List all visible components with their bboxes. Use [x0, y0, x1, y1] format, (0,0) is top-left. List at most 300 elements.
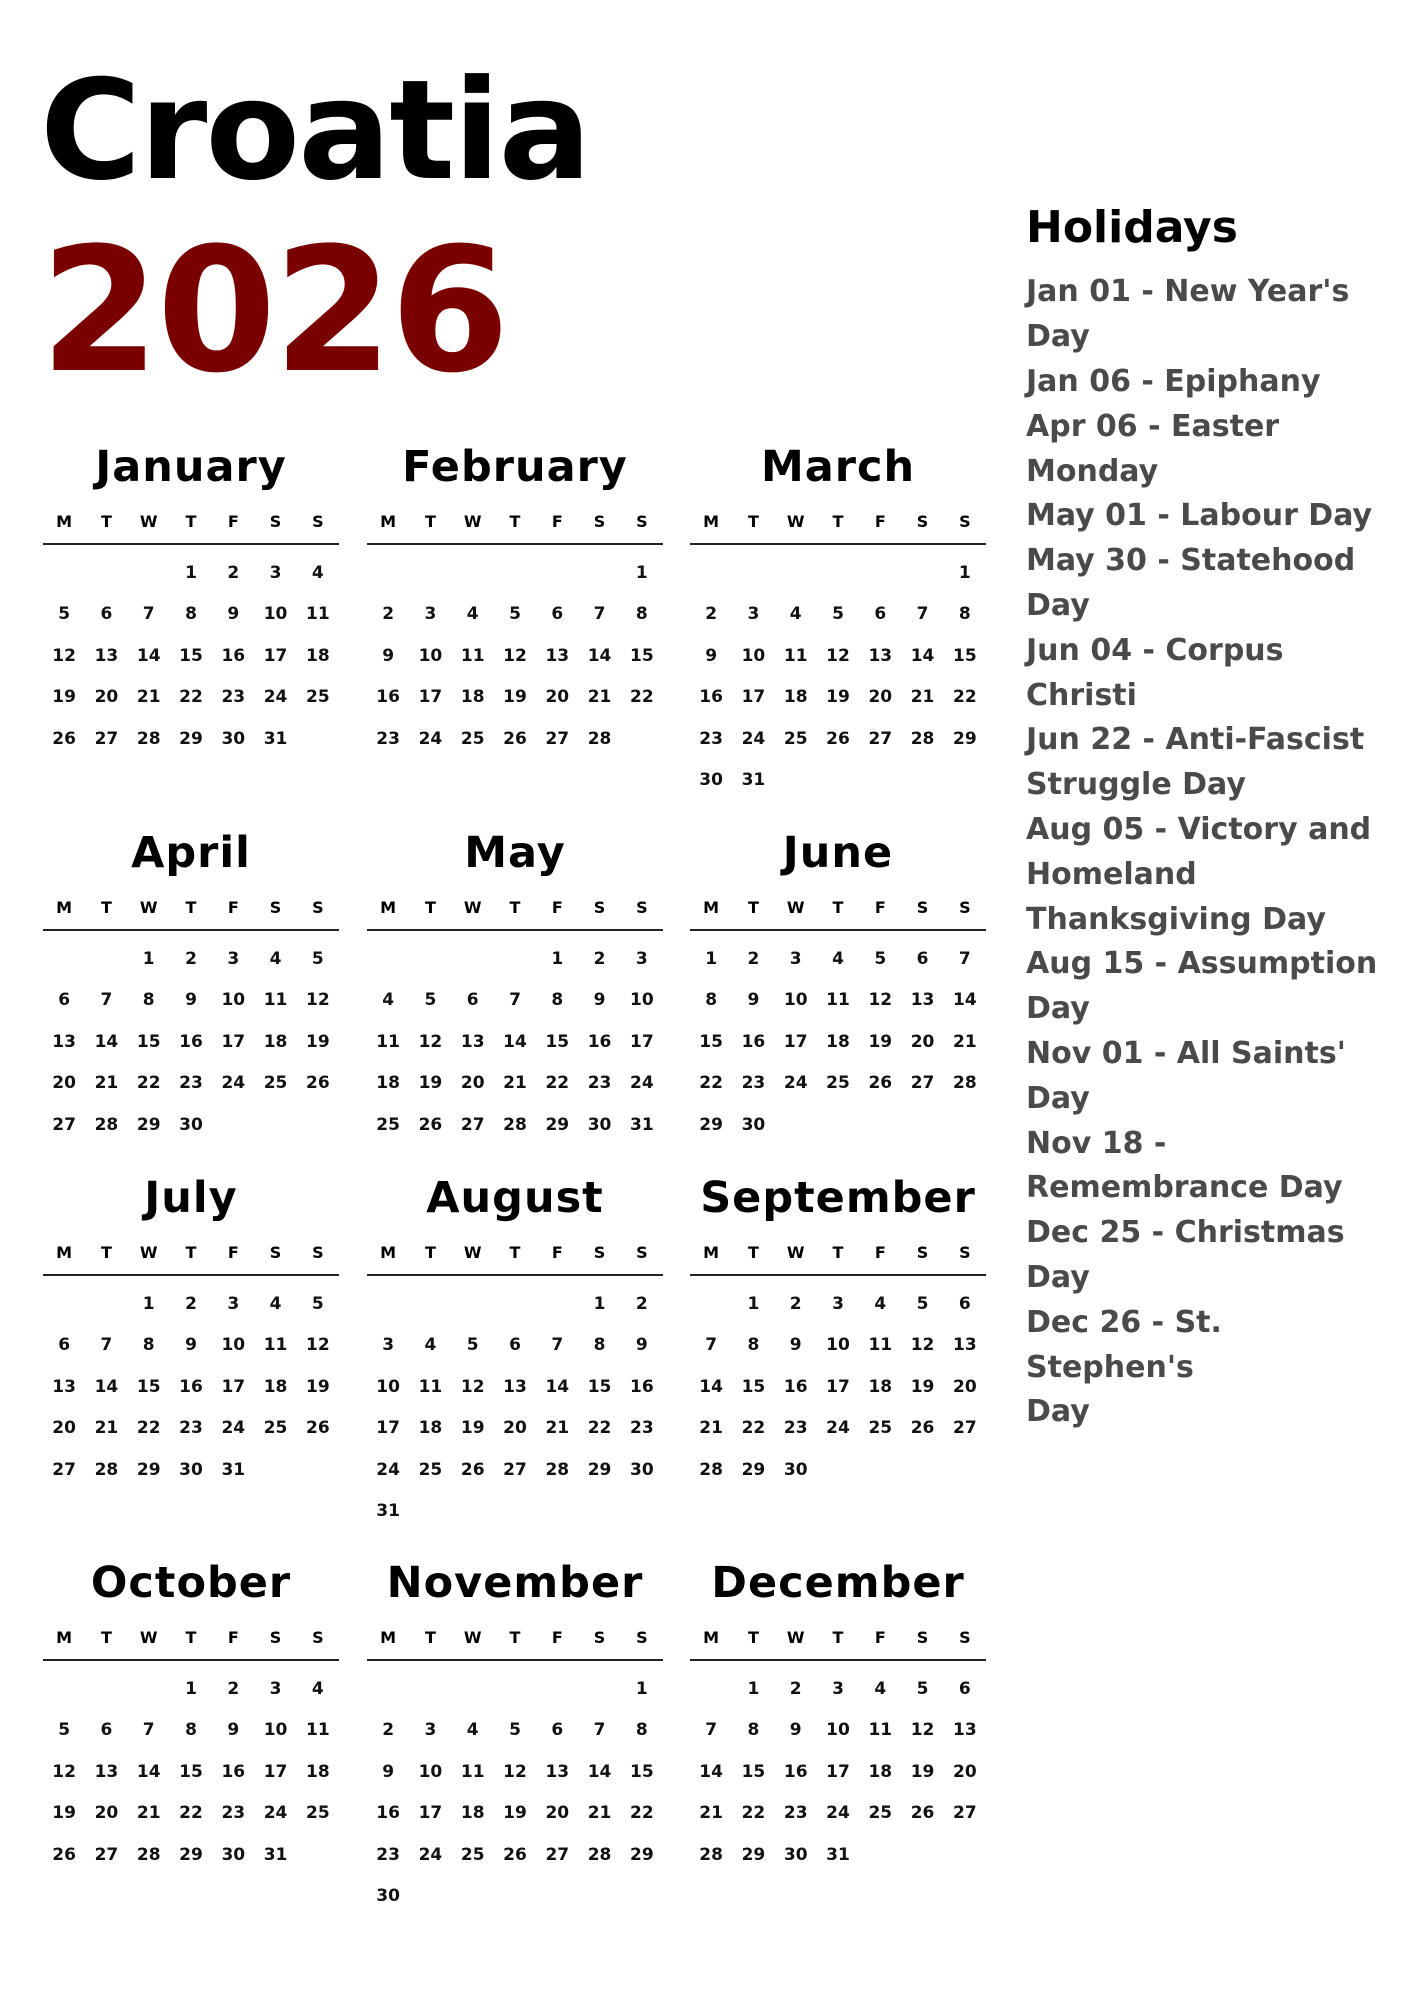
- day-cell: 19: [826, 687, 850, 708]
- day-cell: 10: [221, 1335, 246, 1356]
- day-cell: 17: [418, 687, 443, 708]
- day-cell: 22: [136, 1073, 161, 1094]
- day-cell: 27: [94, 1844, 119, 1865]
- day-cell: 5: [58, 604, 71, 625]
- day-cell: 24: [221, 1418, 246, 1439]
- weekday-label: M: [703, 1243, 720, 1262]
- weekday-label: M: [703, 1628, 720, 1647]
- day-cell: 14: [587, 645, 612, 666]
- month-name: February: [402, 442, 628, 492]
- weekday-header: [43, 898, 339, 931]
- weekday-header: [690, 512, 986, 545]
- day-cell: 25: [868, 1803, 893, 1824]
- day-cell: 5: [311, 1293, 324, 1314]
- day-cell: 7: [705, 1720, 718, 1741]
- weekday-label: T: [747, 512, 759, 531]
- day-cell: 8: [747, 1720, 760, 1741]
- holiday-line: Day: [1026, 1080, 1090, 1116]
- day-cell: 6: [466, 990, 479, 1011]
- day-cell: 26: [306, 1073, 330, 1094]
- day-cell: 6: [551, 1720, 564, 1741]
- day-cell: 3: [635, 948, 648, 969]
- day-cell: 25: [783, 728, 808, 749]
- day-cell: 23: [376, 728, 400, 749]
- month-may: [367, 828, 663, 1146]
- day-cell: 11: [460, 1761, 485, 1782]
- year-title: 2026: [40, 210, 507, 411]
- month-name: October: [90, 1558, 292, 1608]
- weekday-label: W: [786, 512, 805, 531]
- day-cell: 14: [587, 1761, 612, 1782]
- day-cell: 11: [460, 645, 485, 666]
- day-cell: 21: [699, 1418, 723, 1439]
- day-cell: 26: [460, 1459, 485, 1480]
- day-cell: 22: [179, 1803, 203, 1824]
- day-cell: 20: [953, 1376, 977, 1397]
- weekday-label: M: [703, 898, 720, 917]
- day-cell: 24: [783, 1073, 808, 1094]
- weekday-label: W: [463, 512, 482, 531]
- holiday-line: Christi: [1026, 677, 1137, 713]
- day-cell: 15: [587, 1376, 612, 1397]
- day-cell: 25: [376, 1114, 400, 1135]
- weekday-header: [367, 1243, 663, 1276]
- day-cell: 22: [741, 1418, 766, 1439]
- day-cell: 14: [136, 1761, 161, 1782]
- day-cell: 5: [916, 1678, 929, 1699]
- weekday-label: S: [916, 898, 929, 917]
- day-cell: 6: [958, 1678, 971, 1699]
- day-cell: 20: [52, 1073, 76, 1094]
- day-cell: 26: [52, 1844, 76, 1865]
- day-cell: 8: [593, 1335, 606, 1356]
- holiday-line: Thanksgiving Day: [1026, 901, 1326, 937]
- day-cell: 16: [221, 1761, 246, 1782]
- weekday-label: S: [636, 898, 648, 917]
- weekday-label: S: [959, 1628, 971, 1647]
- day-cell: 6: [551, 604, 564, 625]
- weekday-label: F: [874, 512, 886, 531]
- day-cell: 10: [263, 604, 288, 625]
- weekday-label: M: [703, 512, 720, 531]
- day-cell: 15: [545, 1031, 570, 1052]
- weekday-label: S: [593, 512, 606, 531]
- holiday-line: Remembrance Day: [1026, 1170, 1343, 1206]
- day-cell: 4: [269, 948, 282, 969]
- weekday-label: W: [139, 898, 158, 917]
- day-cell: 22: [179, 687, 203, 708]
- day-cell: 13: [503, 1376, 527, 1397]
- day-cell: 25: [826, 1073, 850, 1094]
- day-cell: 14: [910, 645, 935, 666]
- day-cell: 6: [916, 948, 929, 969]
- weekday-label: W: [786, 898, 805, 917]
- month-name: November: [386, 1558, 644, 1608]
- day-cell: 26: [910, 1418, 935, 1439]
- weekday-label: M: [56, 1628, 73, 1647]
- day-cell: 30: [179, 1459, 203, 1480]
- day-cell: 4: [874, 1293, 887, 1314]
- month-name: April: [131, 828, 251, 878]
- day-cell: 16: [699, 687, 723, 708]
- day-cell: 13: [545, 1761, 570, 1782]
- holiday-line: Homeland: [1026, 856, 1197, 892]
- holiday-line: Jan 06 - Epiphany: [1026, 363, 1321, 399]
- weekday-label: F: [227, 1628, 239, 1647]
- day-cell: 6: [100, 604, 113, 625]
- day-cell: 10: [221, 990, 246, 1011]
- weekday-label: M: [56, 1243, 73, 1262]
- weekday-label: F: [227, 512, 239, 531]
- day-cell: 6: [58, 1335, 71, 1356]
- weekday-label: T: [509, 1628, 521, 1647]
- day-cell: 21: [94, 1418, 119, 1439]
- day-cell: 21: [136, 687, 161, 708]
- weekday-header: [43, 1628, 339, 1661]
- day-cell: 23: [221, 1803, 246, 1824]
- day-cell: 15: [179, 1761, 203, 1782]
- day-cell: 19: [306, 1031, 330, 1052]
- month-january: [43, 442, 339, 760]
- weekday-label: F: [874, 1243, 886, 1262]
- day-cell: 6: [509, 1335, 521, 1356]
- day-cell: 18: [418, 1418, 443, 1439]
- day-cell: 14: [545, 1376, 570, 1397]
- day-cell: 6: [100, 1720, 113, 1741]
- day-cell: 28: [699, 1459, 723, 1480]
- day-cell: 9: [635, 1335, 648, 1356]
- day-cell: 7: [142, 1720, 155, 1741]
- day-cell: 8: [551, 990, 564, 1011]
- day-cell: 27: [460, 1114, 485, 1135]
- day-cell: 11: [868, 1335, 893, 1356]
- day-cell: 8: [185, 604, 197, 625]
- day-cell: 1: [142, 948, 155, 969]
- day-cell: 21: [545, 1418, 570, 1439]
- day-cell: 10: [418, 645, 443, 666]
- day-cell: 7: [100, 990, 113, 1011]
- weekday-label: T: [424, 898, 436, 917]
- day-cell: 14: [136, 645, 161, 666]
- day-cell: 4: [382, 990, 395, 1011]
- day-cell: 27: [52, 1459, 76, 1480]
- day-cell: 7: [551, 1335, 564, 1356]
- weekday-label: T: [832, 512, 844, 531]
- day-cell: 29: [699, 1114, 723, 1135]
- day-cell: 24: [418, 728, 443, 749]
- day-cell: 11: [376, 1031, 400, 1052]
- weekday-label: T: [509, 512, 521, 531]
- day-cell: 9: [705, 645, 718, 666]
- day-cell: 13: [94, 645, 119, 666]
- day-cell: 18: [868, 1761, 893, 1782]
- day-cell: 7: [142, 604, 155, 625]
- weekday-label: F: [551, 1243, 563, 1262]
- day-cell: 17: [376, 1418, 400, 1439]
- day-cell: 31: [826, 1844, 850, 1865]
- day-cell: 15: [953, 645, 977, 666]
- weekday-label: T: [747, 1243, 759, 1262]
- day-cell: 23: [741, 1073, 766, 1094]
- day-cell: 29: [953, 728, 977, 749]
- weekday-label: T: [747, 1628, 759, 1647]
- page-title: Croatia: [40, 50, 590, 211]
- day-cell: 19: [868, 1031, 893, 1052]
- day-cell: 2: [593, 948, 606, 969]
- day-cell: 25: [460, 1844, 485, 1865]
- day-cell: 22: [630, 687, 654, 708]
- day-cell: 15: [741, 1761, 766, 1782]
- weekday-label: T: [424, 1628, 436, 1647]
- day-cell: 1: [142, 1293, 155, 1314]
- day-cell: 30: [783, 1844, 808, 1865]
- day-cell: 11: [826, 990, 850, 1011]
- day-cell: 1: [635, 1678, 648, 1699]
- day-cell: 17: [630, 1031, 654, 1052]
- holiday-list: [1026, 270, 1396, 1435]
- day-cell: 8: [705, 990, 718, 1011]
- day-cell: 25: [263, 1418, 288, 1439]
- day-cell: 17: [221, 1376, 246, 1397]
- weekday-label: M: [56, 898, 73, 917]
- day-cell: 1: [635, 562, 648, 583]
- month-name: July: [144, 1173, 238, 1223]
- day-cell: 29: [136, 1459, 161, 1480]
- weekday-label: S: [959, 512, 971, 531]
- day-cell: 18: [868, 1376, 893, 1397]
- day-cell: 24: [630, 1073, 654, 1094]
- day-cell: 27: [910, 1073, 935, 1094]
- day-cell: 3: [747, 604, 760, 625]
- day-cell: 28: [910, 728, 935, 749]
- day-cell: 4: [789, 604, 802, 625]
- day-cell: 22: [545, 1073, 570, 1094]
- day-cell: 15: [136, 1031, 161, 1052]
- day-cell: 30: [179, 1114, 203, 1135]
- day-cell: 10: [630, 990, 654, 1011]
- day-cell: 11: [868, 1720, 893, 1741]
- day-cell: 28: [699, 1844, 723, 1865]
- day-grid: [43, 1668, 339, 1876]
- holiday-line: Aug 15 - Assumption: [1026, 946, 1378, 982]
- month-september: [690, 1173, 986, 1491]
- day-grid: [367, 1668, 663, 1917]
- day-cell: 1: [747, 1293, 760, 1314]
- day-cell: 21: [503, 1073, 527, 1094]
- month-february: [367, 442, 663, 760]
- day-cell: 21: [587, 1803, 612, 1824]
- day-cell: 16: [783, 1761, 808, 1782]
- weekday-label: W: [463, 1628, 482, 1647]
- day-cell: 14: [503, 1031, 527, 1052]
- day-cell: 17: [418, 1803, 443, 1824]
- weekday-label: T: [747, 898, 759, 917]
- day-cell: 28: [136, 1844, 161, 1865]
- day-cell: 2: [789, 1678, 802, 1699]
- weekday-label: S: [312, 512, 324, 531]
- day-cell: 28: [545, 1459, 570, 1480]
- day-cell: 9: [593, 990, 606, 1011]
- day-cell: 1: [747, 1678, 760, 1699]
- day-cell: 12: [503, 645, 527, 666]
- day-grid: [367, 552, 663, 760]
- day-cell: 3: [789, 948, 802, 969]
- weekday-header: [367, 898, 663, 931]
- day-cell: 27: [503, 1459, 527, 1480]
- day-cell: 5: [58, 1720, 71, 1741]
- day-cell: 21: [910, 687, 935, 708]
- day-cell: 12: [826, 645, 850, 666]
- day-cell: 12: [910, 1335, 935, 1356]
- day-cell: 19: [418, 1073, 443, 1094]
- day-cell: 4: [466, 604, 479, 625]
- holiday-line: Nov 01 - All Saints': [1026, 1035, 1346, 1071]
- day-cell: 22: [699, 1073, 723, 1094]
- day-cell: 27: [545, 728, 570, 749]
- day-cell: 15: [699, 1031, 723, 1052]
- day-cell: 21: [587, 687, 612, 708]
- month-november: [367, 1558, 663, 1917]
- day-cell: 29: [587, 1459, 612, 1480]
- holiday-line: Day: [1026, 991, 1090, 1027]
- day-cell: 30: [587, 1114, 612, 1135]
- day-cell: 13: [52, 1376, 76, 1397]
- month-name: January: [95, 442, 287, 492]
- day-cell: 26: [52, 728, 76, 749]
- day-cell: 1: [593, 1293, 606, 1314]
- weekday-label: S: [269, 1628, 282, 1647]
- day-cell: 10: [376, 1376, 400, 1397]
- day-cell: 9: [382, 645, 395, 666]
- day-cell: 12: [52, 645, 76, 666]
- day-cell: 16: [376, 687, 400, 708]
- day-cell: 6: [958, 1293, 971, 1314]
- weekday-header: [43, 1243, 339, 1276]
- holidays-heading: Holidays: [1026, 202, 1238, 253]
- day-cell: 21: [953, 1031, 977, 1052]
- holiday-line: May 30 - Statehood: [1026, 543, 1356, 579]
- weekday-label: S: [269, 512, 282, 531]
- weekday-label: M: [380, 1628, 397, 1647]
- day-cell: 31: [263, 1844, 288, 1865]
- day-cell: 9: [227, 1720, 240, 1741]
- day-cell: 13: [910, 990, 935, 1011]
- day-cell: 28: [953, 1073, 977, 1094]
- day-cell: 19: [460, 1418, 485, 1439]
- day-cell: 30: [783, 1459, 808, 1480]
- day-grid: [367, 938, 663, 1146]
- day-cell: 13: [94, 1761, 119, 1782]
- weekday-label: S: [593, 1243, 606, 1262]
- day-cell: 15: [630, 645, 654, 666]
- day-cell: 8: [958, 604, 971, 625]
- day-cell: 16: [179, 1031, 203, 1052]
- weekday-label: F: [874, 1628, 886, 1647]
- day-cell: 24: [263, 687, 288, 708]
- day-cell: 13: [953, 1335, 977, 1356]
- day-cell: 11: [263, 990, 288, 1011]
- month-name: December: [711, 1558, 965, 1608]
- day-cell: 13: [953, 1720, 977, 1741]
- day-cell: 29: [179, 728, 203, 749]
- holiday-line: Day: [1026, 1394, 1090, 1430]
- day-cell: 9: [789, 1720, 802, 1741]
- day-cell: 28: [503, 1114, 527, 1135]
- day-cell: 18: [460, 687, 485, 708]
- day-cell: 12: [868, 990, 893, 1011]
- day-cell: 17: [221, 1031, 246, 1052]
- day-cell: 14: [699, 1376, 723, 1397]
- holiday-line: Jun 04 - Corpus: [1026, 632, 1284, 668]
- day-cell: 13: [868, 645, 893, 666]
- weekday-label: W: [786, 1243, 805, 1262]
- day-cell: 19: [52, 1803, 76, 1824]
- day-cell: 3: [227, 1293, 240, 1314]
- month-july: [43, 1173, 339, 1491]
- day-cell: 3: [382, 1335, 395, 1356]
- day-cell: 15: [179, 645, 203, 666]
- day-cell: 17: [826, 1761, 850, 1782]
- weekday-label: T: [832, 898, 844, 917]
- holiday-line: Struggle Day: [1026, 767, 1246, 803]
- day-cell: 3: [424, 1720, 437, 1741]
- day-cell: 11: [306, 1720, 330, 1741]
- day-grid: [43, 938, 339, 1146]
- day-cell: 23: [179, 1418, 203, 1439]
- holidays-panel: [1026, 204, 1396, 1435]
- day-cell: 29: [136, 1114, 161, 1135]
- day-cell: 17: [741, 687, 766, 708]
- weekday-label: W: [139, 1628, 158, 1647]
- weekday-label: M: [380, 512, 397, 531]
- day-grid: [690, 1283, 986, 1491]
- weekday-label: W: [139, 1243, 158, 1262]
- day-cell: 31: [221, 1459, 246, 1480]
- day-cell: 20: [545, 1803, 570, 1824]
- day-cell: 19: [910, 1761, 935, 1782]
- weekday-label: W: [139, 512, 158, 531]
- day-cell: 28: [94, 1114, 119, 1135]
- day-cell: 24: [826, 1418, 850, 1439]
- weekday-label: W: [463, 898, 482, 917]
- day-cell: 4: [466, 1720, 479, 1741]
- weekday-label: F: [227, 1243, 239, 1262]
- day-cell: 23: [699, 728, 723, 749]
- day-cell: 10: [418, 1761, 443, 1782]
- day-cell: 5: [311, 948, 324, 969]
- month-april: [43, 828, 339, 1146]
- holiday-line: Monday: [1026, 453, 1159, 489]
- day-cell: 4: [311, 1678, 324, 1699]
- day-cell: 9: [382, 1761, 395, 1782]
- day-cell: 29: [741, 1459, 766, 1480]
- day-cell: 22: [630, 1803, 654, 1824]
- day-cell: 7: [916, 604, 929, 625]
- day-grid: [43, 552, 339, 760]
- day-cell: 27: [94, 728, 119, 749]
- day-cell: 10: [741, 645, 766, 666]
- day-cell: 2: [382, 604, 395, 625]
- day-cell: 27: [868, 728, 893, 749]
- month-name: March: [760, 442, 916, 492]
- weekday-label: F: [551, 898, 563, 917]
- day-cell: 20: [953, 1761, 977, 1782]
- day-cell: 16: [630, 1376, 654, 1397]
- month-name: June: [782, 828, 894, 878]
- day-cell: 2: [382, 1720, 395, 1741]
- day-cell: 18: [306, 1761, 330, 1782]
- day-cell: 5: [509, 604, 521, 625]
